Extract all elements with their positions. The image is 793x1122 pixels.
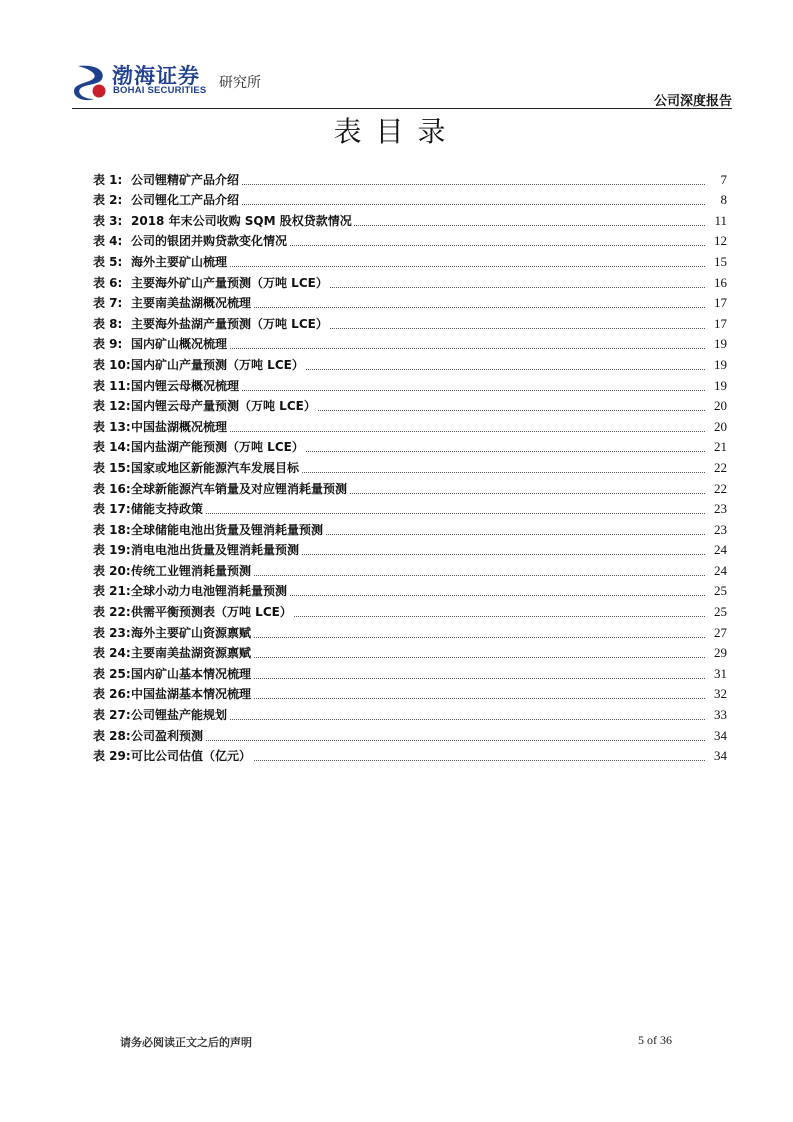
toc-entry[interactable]: [93, 335, 727, 356]
toc-entry-label[interactable]: [93, 521, 325, 538]
toc-entry-number: 表 6:: [93, 275, 123, 290]
institute-label: 研究所: [219, 75, 261, 91]
toc-entry[interactable]: [93, 520, 727, 541]
toc-entry-number: 表 14:: [93, 440, 131, 455]
page-header: [72, 58, 732, 110]
toc-entry-page[interactable]: 16: [714, 274, 727, 290]
toc-entry-title: 中国盐湖基本情况梳理: [131, 687, 252, 702]
toc-entry-number: 表 15:: [93, 460, 131, 475]
report-type: 公司深度报告: [653, 94, 732, 109]
toc-entry-page[interactable]: 11: [714, 212, 727, 228]
toc-entry-number: 表 2:: [93, 193, 123, 208]
toc-entry-title: 海外主要矿山资源禀赋: [131, 625, 252, 640]
bohai-logo-icon: [72, 62, 110, 102]
toc-entry[interactable]: [93, 644, 727, 665]
toc-entry-page[interactable]: 8: [720, 192, 727, 208]
toc-entry-number: 表 8:: [93, 316, 123, 331]
toc-entry[interactable]: [93, 294, 727, 315]
table-of-tables: [93, 170, 727, 767]
toc-entry-number: 表 25:: [93, 666, 131, 681]
toc-entry-page[interactable]: 20: [714, 418, 727, 434]
toc-title: 表目录: [333, 115, 460, 148]
toc-entry-title: 公司锂精矿产品介绍: [131, 172, 240, 187]
toc-entry-title: 公司的银团并购贷款变化情况: [131, 234, 288, 249]
toc-entry-number: 表 1:: [93, 172, 123, 187]
toc-entry[interactable]: [93, 252, 727, 273]
toc-entry-page[interactable]: 24: [714, 562, 727, 578]
toc-entry-page[interactable]: 34: [714, 727, 727, 743]
toc-entry-label[interactable]: [93, 232, 289, 249]
toc-entry-title: 储能支持政策: [131, 502, 204, 517]
toc-entry-page[interactable]: 23: [714, 521, 727, 537]
toc-entry-number: 表 27:: [93, 708, 131, 723]
toc-entry-page[interactable]: 22: [714, 459, 727, 475]
toc-entry-number: 表 7:: [93, 296, 123, 311]
toc-entry[interactable]: [93, 458, 727, 479]
toc-entry-page[interactable]: 31: [714, 665, 727, 681]
toc-entry-page[interactable]: 12: [714, 233, 727, 249]
toc-entry-label[interactable]: [93, 335, 229, 352]
toc-entry-title: 供需平衡预测表（万吨 LCE）: [131, 605, 292, 620]
toc-entry-number: 表 21:: [93, 584, 131, 599]
toc-entry-label[interactable]: [93, 191, 241, 208]
header-divider: [72, 108, 732, 109]
toc-entry-page[interactable]: 27: [714, 624, 727, 640]
toc-entry-number: 表 9:: [93, 337, 123, 352]
toc-entry[interactable]: [93, 479, 727, 500]
toc-entry-page[interactable]: 17: [714, 315, 727, 331]
toc-entry-page[interactable]: 23: [714, 501, 727, 517]
company-name-en: BOHAI SECURITIES: [113, 85, 207, 96]
toc-entry-title: 2018 年末公司收购 SQM 股权贷款情况: [131, 213, 352, 228]
toc-entry-title: 传统工业锂消耗量预测: [131, 563, 252, 578]
toc-entry-number: 表 19:: [93, 543, 131, 558]
toc-entry-title: 国内矿山产量预测（万吨 LCE）: [131, 357, 304, 372]
toc-entry-page[interactable]: 33: [714, 707, 727, 723]
toc-entry-label[interactable]: [93, 212, 354, 229]
toc-entry[interactable]: [93, 211, 727, 232]
toc-entry-title: 可比公司估值（亿元）: [131, 749, 252, 764]
toc-entry-page[interactable]: 29: [714, 645, 727, 661]
toc-entry-page[interactable]: 20: [714, 398, 727, 414]
toc-entry-label[interactable]: [93, 500, 205, 517]
toc-entry-page[interactable]: 19: [714, 336, 727, 352]
toc-entry-title: 国内盐湖产能预测（万吨 LCE）: [131, 440, 304, 455]
toc-entry-label[interactable]: [93, 438, 306, 455]
toc-entry[interactable]: [93, 232, 727, 253]
toc-entry-label[interactable]: [93, 644, 253, 661]
toc-entry-number: 表 26:: [93, 687, 131, 702]
toc-entry-title: 国内矿山基本情况梳理: [131, 666, 252, 681]
toc-entry-label[interactable]: [93, 747, 253, 764]
toc-entry-page[interactable]: 15: [714, 253, 727, 269]
toc-entry-label[interactable]: [93, 727, 205, 744]
toc-entry-label[interactable]: [93, 356, 306, 373]
toc-entry-number: 表 24:: [93, 646, 131, 661]
toc-entry-number: 表 3:: [93, 213, 123, 228]
toc-entry-title: 主要海外盐湖产量预测（万吨 LCE）: [131, 316, 328, 331]
toc-entry[interactable]: [93, 376, 727, 397]
toc-entry-title: 主要海外矿山产量预测（万吨 LCE）: [131, 275, 328, 290]
toc-entry[interactable]: [93, 561, 727, 582]
toc-entry[interactable]: [93, 314, 727, 335]
toc-entry-page[interactable]: 19: [714, 356, 727, 372]
toc-entry[interactable]: [93, 397, 727, 418]
toc-entry-number: 表 16:: [93, 481, 131, 496]
toc-entry-page[interactable]: 22: [714, 480, 727, 496]
toc-entry-label[interactable]: [93, 603, 294, 620]
toc-entry-title: 国内矿山概况梳理: [131, 337, 228, 352]
toc-entry-page[interactable]: 21: [714, 439, 727, 455]
toc-entry[interactable]: [93, 541, 727, 562]
toc-entry[interactable]: [93, 582, 727, 603]
toc-entry[interactable]: [93, 602, 727, 623]
toc-entry-label[interactable]: [93, 541, 301, 558]
toc-entry[interactable]: [93, 355, 727, 376]
toc-entry[interactable]: [93, 191, 727, 212]
toc-entry-label[interactable]: [93, 665, 253, 682]
toc-entry-label[interactable]: [93, 294, 253, 311]
toc-entry-title: 消电电池出货量及锂消耗量预测: [131, 543, 300, 558]
toc-entry-title: 国内锂云母产量预测（万吨 LCE）: [131, 399, 316, 414]
toc-entry-page[interactable]: 19: [714, 377, 727, 393]
toc-entry[interactable]: [93, 664, 727, 685]
toc-entry-label[interactable]: [93, 315, 330, 332]
toc-entry-number: 表 17:: [93, 502, 131, 517]
company-name-cn: 渤海证券: [112, 64, 200, 88]
toc-entry-page[interactable]: 32: [714, 686, 727, 702]
toc-entry-page[interactable]: 24: [714, 542, 727, 558]
toc-entry-label[interactable]: [93, 397, 318, 414]
toc-entry-label[interactable]: [93, 480, 349, 497]
toc-entry[interactable]: [93, 623, 727, 644]
toc-entry-title: 全球储能电池出货量及锂消耗量预测: [131, 522, 324, 537]
page-indicator: 5 of 36: [638, 1033, 672, 1047]
toc-entry[interactable]: [93, 685, 727, 706]
toc-entry-title: 国内锂云母概况梳理: [131, 378, 240, 393]
toc-entry-title: 全球小动力电池锂消耗量预测: [131, 584, 288, 599]
toc-entry[interactable]: [93, 500, 727, 521]
company-logo: [72, 58, 282, 106]
toc-entry[interactable]: [93, 726, 727, 747]
toc-entry-label[interactable]: [93, 685, 253, 702]
toc-entry-title: 主要南美盐湖资源禀赋: [131, 646, 252, 661]
toc-entry-number: 表 12:: [93, 399, 131, 414]
toc-entry-label[interactable]: [93, 624, 253, 641]
toc-entry-label[interactable]: [93, 171, 241, 188]
toc-entry-number: 表 11:: [93, 378, 131, 393]
toc-entry-title: 主要南美盐湖概况梳理: [131, 296, 252, 311]
toc-entry-label[interactable]: [93, 253, 229, 270]
toc-entry[interactable]: [93, 417, 727, 438]
toc-entry[interactable]: [93, 273, 727, 294]
toc-entry-number: 表 28:: [93, 728, 131, 743]
toc-entry-page[interactable]: 25: [714, 583, 727, 599]
toc-entry-label[interactable]: [93, 274, 330, 291]
toc-entry[interactable]: [93, 438, 727, 459]
toc-entry-number: 表 23:: [93, 625, 131, 640]
toc-entry-number: 表 20:: [93, 563, 131, 578]
toc-entry-title: 国家或地区新能源汽车发展目标: [131, 460, 300, 475]
toc-entry-label[interactable]: [93, 377, 241, 394]
toc-entry-number: 表 18:: [93, 522, 131, 537]
toc-entry-label[interactable]: [93, 418, 229, 435]
toc-entry-title: 公司锂盐产能规划: [131, 708, 228, 723]
toc-entry-label[interactable]: [93, 459, 301, 476]
toc-entry-title: 公司锂化工产品介绍: [131, 193, 240, 208]
toc-entry[interactable]: [93, 705, 727, 726]
toc-entry-label[interactable]: [93, 582, 289, 599]
toc-entry[interactable]: [93, 747, 727, 768]
toc-entry-title: 公司盈利预测: [131, 728, 204, 743]
toc-entry-page[interactable]: 34: [714, 748, 727, 764]
toc-entry-page[interactable]: 25: [714, 604, 727, 620]
toc-entry-number: 表 5:: [93, 254, 123, 269]
toc-entry-title: 中国盐湖概况梳理: [131, 419, 228, 434]
toc-entry-number: 表 29:: [93, 749, 131, 764]
footer-disclaimer: 请务必阅读正文之后的声明: [120, 1036, 252, 1049]
toc-entry-number: 表 4:: [93, 234, 123, 249]
toc-entry-title: 全球新能源汽车销量及对应锂消耗量预测: [131, 481, 348, 496]
toc-entry-label[interactable]: [93, 706, 229, 723]
toc-entry-number: 表 22:: [93, 605, 131, 620]
toc-entry-label[interactable]: [93, 562, 253, 579]
toc-entry[interactable]: [93, 170, 727, 191]
toc-entry-number: 表 13:: [93, 419, 131, 434]
toc-entry-page[interactable]: 7: [720, 171, 727, 187]
toc-entry-page[interactable]: 17: [714, 295, 727, 311]
toc-entry-number: 表 10:: [93, 357, 131, 372]
toc-entry-title: 海外主要矿山梳理: [131, 254, 228, 269]
